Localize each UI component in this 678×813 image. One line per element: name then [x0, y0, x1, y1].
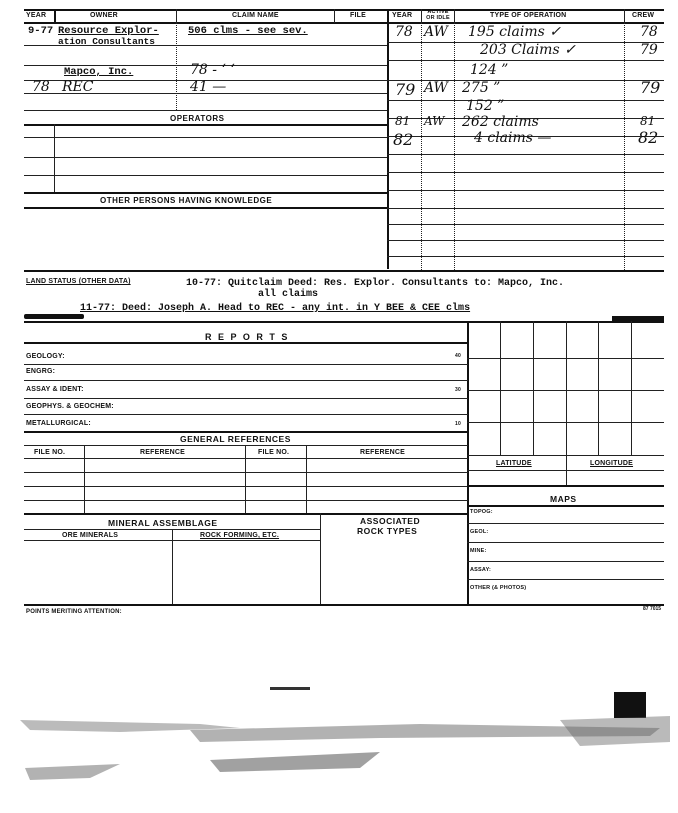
- owner-row-3-claim: 78 - ‘ ‘: [190, 62, 235, 78]
- maps-other: OTHER (& PHOTOS): [470, 585, 527, 591]
- op-row-1-status: AW: [424, 24, 448, 40]
- op-row-1-crew: 78: [640, 24, 658, 40]
- gen-ref-reference-2: REFERENCE: [360, 449, 405, 456]
- header-file: FILE: [350, 12, 366, 19]
- op-row-5-type: 152 ”: [466, 98, 505, 114]
- ore-minerals-label: ORE MINERALS: [62, 532, 119, 539]
- longitude-label: LONGITUDE: [590, 460, 634, 467]
- owner-row-2-owner: ation Consultants: [58, 36, 155, 47]
- report-metallurgical: METALLURGICAL:: [26, 420, 91, 427]
- op-row-4-type: 275 ”: [462, 80, 501, 96]
- owner-row-4-owner: REC: [62, 79, 94, 95]
- owner-row-4-claim: 41 —: [190, 79, 227, 95]
- land-status-line-3: 11-77: Deed: Joseph A. Head to REC - any int. in Y BEE & CEE clms: [80, 303, 471, 314]
- associated-label: ASSOCIATED: [360, 516, 421, 526]
- op-row-7-year: 82: [393, 130, 414, 149]
- operators-label: OPERATORS: [170, 114, 225, 123]
- rock-types-label: ROCK TYPES: [357, 526, 418, 536]
- header-year: YEAR: [26, 12, 47, 19]
- form-number: 87 7015: [643, 606, 662, 612]
- owner-row-4-year: 78: [32, 79, 50, 95]
- mineral-assemblage-title: MINERAL ASSEMBLAGE: [108, 518, 218, 528]
- report-metallurgical-num: 10: [455, 421, 461, 427]
- op-row-7-crew: 82: [638, 128, 659, 147]
- general-references-title: GENERAL REFERENCES: [180, 434, 291, 444]
- scan-noise: [0, 680, 678, 790]
- op-row-6-year: 81: [395, 114, 411, 128]
- gen-ref-file-no: FILE NO.: [34, 449, 66, 456]
- header-claim-name: CLAIM NAME: [232, 12, 279, 19]
- report-assay: ASSAY & IDENT:: [26, 386, 84, 393]
- op-row-4-status: AW: [424, 80, 448, 96]
- reports-title: R E P O R T S: [205, 332, 290, 342]
- land-status-label: LAND STATUS (OTHER DATA): [26, 278, 131, 285]
- op-row-4-year: 79: [395, 80, 416, 99]
- report-engrg: ENGRG:: [26, 368, 56, 375]
- op-row-1-type: 195 claims ✓: [468, 24, 561, 40]
- op-row-2-crew: 79: [640, 42, 658, 58]
- gen-ref-file-no-2: FILE NO.: [258, 449, 290, 456]
- report-geophys: GEOPHYS. & GEOCHEM:: [26, 403, 114, 410]
- op-row-2-type: 203 Claims ✓: [480, 42, 576, 58]
- op-row-6-status: AW: [424, 114, 445, 128]
- gen-ref-reference: REFERENCE: [140, 449, 185, 456]
- header-owner: OWNER: [90, 12, 118, 19]
- op-row-3-type: 124 ”: [470, 62, 509, 78]
- points-meriting-attention-label: POINTS MERITING ATTENTION:: [26, 609, 122, 615]
- owner-row-3-owner: Mapco, Inc.: [64, 66, 134, 78]
- op-row-6-type: 262 claims: [462, 114, 539, 130]
- report-geology: GEOLOGY:: [26, 353, 65, 360]
- owner-row-1-owner: Resource Explor-: [58, 25, 159, 37]
- maps-title: MAPS: [550, 494, 577, 504]
- report-geology-num: 40: [455, 353, 461, 359]
- other-persons-label: OTHER PERSONS HAVING KNOWLEDGE: [100, 196, 273, 205]
- land-status-line-1: 10-77: Quitclaim Deed: Res. Explor. Consultants to: Mapco, Inc.: [186, 278, 565, 289]
- land-status-line-2: all claims: [258, 289, 319, 300]
- owner-row-1-year: 9-77: [28, 25, 54, 37]
- maps-assay: ASSAY:: [470, 567, 492, 573]
- op-row-1-year: 78: [395, 24, 413, 40]
- owner-row-1-claim: 506 clms - see sev.: [188, 25, 308, 37]
- latitude-label: LATITUDE: [496, 460, 532, 467]
- header-crew: CREW: [632, 12, 655, 19]
- op-row-7-type: 4 claims —: [474, 130, 552, 146]
- header-active-idle: ACTIVE OR IDLE: [426, 9, 450, 21]
- maps-topog: TOPOG:: [470, 509, 493, 515]
- maps-geol: GEOL:: [470, 529, 489, 535]
- header-type-of-operation: TYPE OF OPERATION: [490, 12, 567, 19]
- op-row-4-crew: 79: [640, 78, 661, 97]
- header-year-2: YEAR: [392, 12, 413, 19]
- op-row-6-crew: 81: [640, 114, 656, 128]
- maps-mine: MINE:: [470, 548, 487, 554]
- rock-forming-label: ROCK FORMING, ETC.: [200, 532, 280, 539]
- report-assay-num: 30: [455, 387, 461, 393]
